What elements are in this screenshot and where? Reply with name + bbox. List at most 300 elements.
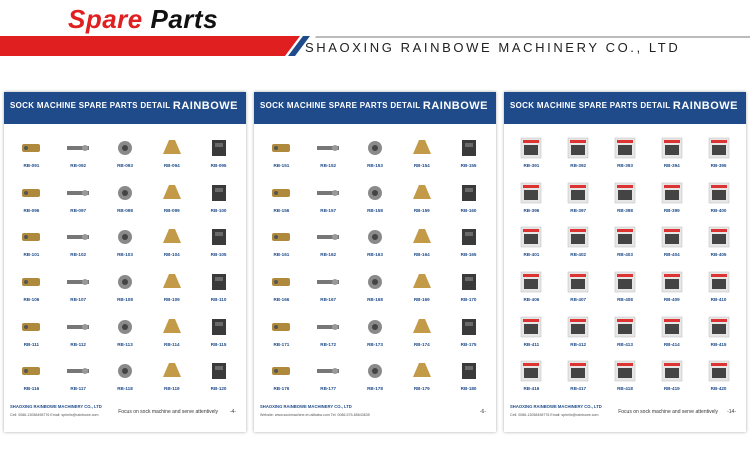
part-code: RB-111 bbox=[23, 341, 40, 347]
part-code: RB-397 bbox=[570, 207, 587, 213]
part-photo-icon bbox=[659, 181, 685, 205]
part-photo-icon bbox=[706, 181, 732, 205]
part-photo-icon bbox=[65, 181, 91, 205]
footer-company: SHAOXING RAINBOWE MACHINERY CO., LTD bbox=[260, 404, 352, 409]
part-item bbox=[8, 221, 55, 266]
part-item bbox=[102, 177, 149, 222]
part-item bbox=[508, 177, 555, 222]
part-photo-icon bbox=[362, 225, 388, 249]
part-item bbox=[602, 177, 649, 222]
part-item bbox=[305, 266, 352, 311]
page-number: -14- bbox=[727, 409, 736, 415]
part-code: RB-410 bbox=[710, 297, 727, 302]
part-item bbox=[352, 177, 399, 222]
part-code: RB-092 bbox=[70, 163, 87, 168]
part-item bbox=[148, 177, 195, 222]
part-photo-icon bbox=[518, 181, 544, 205]
brand-logo: RAINBOWE bbox=[172, 100, 238, 112]
part-item bbox=[195, 132, 242, 177]
part-photo-icon bbox=[268, 136, 294, 160]
part-item bbox=[55, 177, 102, 222]
part-photo-icon bbox=[206, 270, 232, 294]
part-code: RB-175 bbox=[460, 341, 477, 347]
part-code: RB-116 bbox=[23, 386, 40, 392]
footer-company: SHAOXING RAINBOWE MACHINERY CO., LTD bbox=[510, 404, 602, 409]
part-item bbox=[8, 355, 55, 400]
part-code: RB-417 bbox=[570, 386, 587, 392]
part-photo-icon bbox=[518, 136, 544, 160]
part-code: RB-106 bbox=[23, 297, 40, 302]
part-code: RB-114 bbox=[164, 341, 180, 347]
part-photo-icon bbox=[706, 136, 732, 160]
part-code: RB-177 bbox=[320, 386, 337, 392]
part-photo-icon bbox=[65, 136, 91, 160]
part-code: RB-112 bbox=[70, 341, 86, 347]
part-code: RB-420 bbox=[710, 386, 727, 392]
parts-grid bbox=[8, 132, 242, 400]
part-photo-icon bbox=[565, 315, 591, 339]
part-item bbox=[258, 177, 305, 222]
part-item bbox=[602, 221, 649, 266]
part-photo-icon bbox=[112, 270, 138, 294]
part-item bbox=[602, 132, 649, 177]
part-code: RB-419 bbox=[663, 386, 680, 392]
part-photo-icon bbox=[518, 315, 544, 339]
part-code: RB-118 bbox=[117, 386, 133, 392]
part-code: RB-103 bbox=[117, 252, 133, 258]
part-photo-icon bbox=[659, 136, 685, 160]
part-item bbox=[148, 221, 195, 266]
part-photo-icon bbox=[612, 136, 638, 160]
part-item bbox=[195, 266, 242, 311]
parts-grid bbox=[258, 132, 492, 400]
part-code: RB-156 bbox=[273, 207, 290, 213]
part-photo-icon bbox=[268, 225, 294, 249]
part-photo-icon bbox=[612, 181, 638, 205]
page-header bbox=[4, 92, 246, 124]
footer-slogan: Focus on sock machine and serve attentively bbox=[118, 409, 218, 415]
part-code: RB-119 bbox=[164, 386, 180, 392]
part-photo-icon bbox=[18, 225, 44, 249]
part-photo-icon bbox=[706, 225, 732, 249]
part-photo-icon bbox=[659, 225, 685, 249]
part-item bbox=[602, 355, 649, 400]
part-item bbox=[8, 132, 55, 177]
part-item bbox=[148, 355, 195, 400]
part-code: RB-161 bbox=[273, 252, 290, 258]
part-photo-icon bbox=[456, 181, 482, 205]
part-item bbox=[648, 311, 695, 356]
part-code: RB-117 bbox=[70, 386, 86, 392]
section-title bbox=[68, 4, 218, 35]
part-item bbox=[508, 221, 555, 266]
part-item bbox=[695, 132, 742, 177]
part-photo-icon bbox=[65, 225, 91, 249]
page-footer bbox=[260, 404, 490, 426]
part-item bbox=[445, 177, 492, 222]
part-code: RB-120 bbox=[210, 386, 227, 392]
part-item bbox=[602, 266, 649, 311]
part-item bbox=[555, 266, 602, 311]
part-item bbox=[352, 221, 399, 266]
part-code: RB-392 bbox=[570, 163, 587, 168]
part-code: RB-151 bbox=[273, 163, 290, 168]
page-title: SOCK MACHINE SPARE PARTS DETAIL bbox=[10, 101, 171, 110]
part-item bbox=[398, 177, 445, 222]
page-title: SOCK MACHINE SPARE PARTS DETAIL bbox=[510, 101, 671, 110]
part-code: RB-408 bbox=[617, 297, 633, 302]
part-code: RB-167 bbox=[320, 297, 337, 302]
part-photo-icon bbox=[18, 315, 44, 339]
part-item bbox=[195, 311, 242, 356]
part-item bbox=[305, 132, 352, 177]
page-title: SOCK MACHINE SPARE PARTS DETAIL bbox=[260, 101, 421, 110]
part-item bbox=[508, 311, 555, 356]
part-code: RB-099 bbox=[163, 207, 180, 213]
part-photo-icon bbox=[206, 315, 232, 339]
part-code: RB-402 bbox=[570, 252, 587, 258]
part-item bbox=[695, 266, 742, 311]
part-photo-icon bbox=[612, 225, 638, 249]
part-code: RB-096 bbox=[23, 207, 40, 213]
parts-grid bbox=[508, 132, 742, 400]
part-photo-icon bbox=[159, 359, 185, 383]
part-photo-icon bbox=[612, 315, 638, 339]
catalog-page-1 bbox=[4, 92, 246, 432]
part-photo-icon bbox=[456, 225, 482, 249]
part-code: RB-153 bbox=[367, 163, 383, 168]
part-photo-icon bbox=[112, 315, 138, 339]
part-code: RB-416 bbox=[523, 386, 540, 392]
part-photo-icon bbox=[518, 270, 544, 294]
part-item bbox=[352, 355, 399, 400]
part-photo-icon bbox=[315, 181, 341, 205]
part-photo-icon bbox=[565, 181, 591, 205]
part-code: RB-160 bbox=[460, 207, 477, 213]
company-name: SHAOXING RAINBOWE MACHINERY CO., LTD bbox=[305, 40, 681, 55]
title-word-red: Spare bbox=[68, 4, 143, 34]
part-item bbox=[695, 355, 742, 400]
part-photo-icon bbox=[659, 359, 685, 383]
part-code: RB-095 bbox=[210, 163, 227, 168]
part-code: RB-169 bbox=[413, 297, 430, 302]
part-code: RB-159 bbox=[413, 207, 430, 213]
part-item bbox=[648, 132, 695, 177]
catalog-page-2 bbox=[254, 92, 496, 432]
part-photo-icon bbox=[112, 225, 138, 249]
part-photo-icon bbox=[409, 315, 435, 339]
part-item bbox=[352, 311, 399, 356]
part-photo-icon bbox=[268, 181, 294, 205]
part-photo-icon bbox=[518, 225, 544, 249]
part-item bbox=[258, 355, 305, 400]
part-photo-icon bbox=[409, 181, 435, 205]
part-item bbox=[695, 311, 742, 356]
part-item bbox=[398, 355, 445, 400]
page-number: -6- bbox=[479, 409, 486, 415]
part-code: RB-110 bbox=[210, 297, 227, 302]
part-item bbox=[648, 355, 695, 400]
part-photo-icon bbox=[159, 136, 185, 160]
part-item bbox=[195, 221, 242, 266]
part-item bbox=[445, 132, 492, 177]
part-photo-icon bbox=[268, 359, 294, 383]
part-code: RB-399 bbox=[663, 207, 680, 213]
part-code: RB-407 bbox=[570, 297, 587, 302]
part-code: RB-176 bbox=[273, 386, 290, 392]
part-item bbox=[195, 177, 242, 222]
part-photo-icon bbox=[456, 270, 482, 294]
part-photo-icon bbox=[659, 270, 685, 294]
part-photo-icon bbox=[565, 359, 591, 383]
part-code: RB-405 bbox=[710, 252, 727, 258]
part-photo-icon bbox=[706, 359, 732, 383]
footer-contact: Website: www.sockmachine.en.alibaba.com Tel: 0086-575-85643635 bbox=[260, 413, 370, 417]
part-code: RB-398 bbox=[617, 207, 633, 213]
part-code: RB-100 bbox=[210, 207, 227, 213]
part-item bbox=[148, 311, 195, 356]
part-item bbox=[305, 177, 352, 222]
part-code: RB-180 bbox=[460, 386, 477, 392]
part-code: RB-391 bbox=[523, 163, 540, 168]
part-photo-icon bbox=[206, 225, 232, 249]
part-code: RB-404 bbox=[663, 252, 680, 258]
part-photo-icon bbox=[706, 270, 732, 294]
footer-slogan: Focus on sock machine and serve attentively bbox=[618, 409, 718, 415]
part-code: RB-403 bbox=[617, 252, 633, 258]
part-photo-icon bbox=[18, 181, 44, 205]
footer-contact: Cell: 0086-13058498776 Email: sphelix@rainbowe.com bbox=[10, 413, 99, 417]
page-number: -4- bbox=[229, 409, 236, 415]
page-footer bbox=[10, 404, 240, 426]
part-photo-icon bbox=[206, 359, 232, 383]
footer-contact: Cell: 0086-13058498776 Email: sphelix@rainbowe.com bbox=[510, 413, 599, 417]
part-photo-icon bbox=[206, 136, 232, 160]
part-photo-icon bbox=[362, 315, 388, 339]
part-photo-icon bbox=[112, 359, 138, 383]
part-item bbox=[695, 221, 742, 266]
part-item bbox=[648, 221, 695, 266]
part-item bbox=[508, 132, 555, 177]
part-code: RB-178 bbox=[367, 386, 383, 392]
part-item bbox=[258, 132, 305, 177]
part-photo-icon bbox=[409, 270, 435, 294]
part-item bbox=[195, 355, 242, 400]
part-code: RB-091 bbox=[23, 163, 40, 168]
part-code: RB-170 bbox=[460, 297, 477, 302]
part-photo-icon bbox=[159, 225, 185, 249]
part-photo-icon bbox=[565, 136, 591, 160]
part-code: RB-157 bbox=[320, 207, 337, 213]
part-code: RB-094 bbox=[163, 163, 180, 168]
footer-company: SHAOXING RAINBOWE MACHINERY CO., LTD bbox=[10, 404, 102, 409]
part-photo-icon bbox=[409, 359, 435, 383]
part-photo-icon bbox=[456, 315, 482, 339]
part-photo-icon bbox=[362, 270, 388, 294]
part-photo-icon bbox=[315, 270, 341, 294]
part-item bbox=[555, 355, 602, 400]
part-item bbox=[555, 177, 602, 222]
part-code: RB-401 bbox=[523, 252, 540, 258]
part-code: RB-155 bbox=[460, 163, 477, 168]
part-code: RB-415 bbox=[710, 341, 727, 347]
part-photo-icon bbox=[112, 136, 138, 160]
part-code: RB-101 bbox=[23, 252, 40, 258]
part-code: RB-171 bbox=[273, 341, 290, 347]
part-item bbox=[8, 266, 55, 311]
part-item bbox=[102, 132, 149, 177]
part-code: RB-107 bbox=[70, 297, 87, 302]
part-photo-icon bbox=[362, 136, 388, 160]
part-item bbox=[445, 221, 492, 266]
part-photo-icon bbox=[409, 136, 435, 160]
part-photo-icon bbox=[159, 315, 185, 339]
part-item bbox=[55, 266, 102, 311]
part-code: RB-406 bbox=[523, 297, 540, 302]
part-item bbox=[602, 311, 649, 356]
part-photo-icon bbox=[65, 315, 91, 339]
part-code: RB-113 bbox=[117, 341, 133, 347]
part-item bbox=[398, 266, 445, 311]
part-code: RB-179 bbox=[413, 386, 430, 392]
part-code: RB-158 bbox=[367, 207, 383, 213]
part-item bbox=[398, 132, 445, 177]
part-code: RB-162 bbox=[320, 252, 337, 258]
part-item bbox=[8, 311, 55, 356]
part-code: RB-409 bbox=[663, 297, 680, 302]
part-code: RB-394 bbox=[663, 163, 680, 168]
part-item bbox=[102, 221, 149, 266]
part-code: RB-400 bbox=[710, 207, 727, 213]
part-photo-icon bbox=[268, 315, 294, 339]
part-code: RB-172 bbox=[320, 341, 337, 347]
part-item bbox=[508, 355, 555, 400]
part-code: RB-411 bbox=[523, 341, 540, 347]
part-code: RB-115 bbox=[210, 341, 227, 347]
part-photo-icon bbox=[315, 359, 341, 383]
part-code: RB-412 bbox=[570, 341, 587, 347]
part-item bbox=[508, 266, 555, 311]
part-code: RB-152 bbox=[320, 163, 337, 168]
part-item bbox=[648, 266, 695, 311]
part-item bbox=[102, 355, 149, 400]
part-code: RB-165 bbox=[460, 252, 477, 258]
part-item bbox=[398, 311, 445, 356]
part-photo-icon bbox=[315, 136, 341, 160]
part-item bbox=[102, 311, 149, 356]
part-code: RB-168 bbox=[367, 297, 383, 302]
page-header bbox=[504, 92, 746, 124]
part-item bbox=[555, 311, 602, 356]
part-photo-icon bbox=[65, 270, 91, 294]
page-header bbox=[254, 92, 496, 124]
part-item bbox=[258, 221, 305, 266]
part-photo-icon bbox=[362, 359, 388, 383]
part-code: RB-104 bbox=[163, 252, 180, 258]
part-item bbox=[148, 132, 195, 177]
part-code: RB-108 bbox=[117, 297, 133, 302]
part-code: RB-413 bbox=[617, 341, 633, 347]
part-code: RB-418 bbox=[617, 386, 633, 392]
title-word-black: Parts bbox=[150, 4, 219, 34]
part-code: RB-097 bbox=[70, 207, 87, 213]
part-code: RB-093 bbox=[117, 163, 133, 168]
part-code: RB-102 bbox=[70, 252, 87, 258]
part-code: RB-396 bbox=[523, 207, 540, 213]
part-item bbox=[352, 132, 399, 177]
part-item bbox=[55, 311, 102, 356]
part-photo-icon bbox=[18, 136, 44, 160]
part-photo-icon bbox=[409, 225, 435, 249]
page-footer bbox=[510, 404, 740, 426]
part-photo-icon bbox=[18, 359, 44, 383]
part-item bbox=[445, 355, 492, 400]
part-photo-icon bbox=[659, 315, 685, 339]
part-photo-icon bbox=[612, 270, 638, 294]
part-item bbox=[352, 266, 399, 311]
part-photo-icon bbox=[159, 181, 185, 205]
part-photo-icon bbox=[315, 225, 341, 249]
part-photo-icon bbox=[112, 181, 138, 205]
part-photo-icon bbox=[159, 270, 185, 294]
part-item bbox=[305, 221, 352, 266]
part-item bbox=[55, 355, 102, 400]
part-photo-icon bbox=[268, 270, 294, 294]
part-item bbox=[305, 355, 352, 400]
part-code: RB-174 bbox=[413, 341, 430, 347]
part-photo-icon bbox=[565, 225, 591, 249]
part-photo-icon bbox=[362, 181, 388, 205]
part-photo-icon bbox=[518, 359, 544, 383]
part-item bbox=[555, 221, 602, 266]
part-photo-icon bbox=[565, 270, 591, 294]
brand-logo: RAINBOWE bbox=[422, 100, 488, 112]
part-item bbox=[258, 311, 305, 356]
part-item bbox=[8, 177, 55, 222]
part-photo-icon bbox=[456, 359, 482, 383]
part-item bbox=[695, 177, 742, 222]
part-code: RB-105 bbox=[210, 252, 227, 258]
part-photo-icon bbox=[315, 315, 341, 339]
part-item bbox=[55, 132, 102, 177]
part-code: RB-109 bbox=[163, 297, 180, 302]
part-photo-icon bbox=[18, 270, 44, 294]
part-code: RB-166 bbox=[273, 297, 290, 302]
part-item bbox=[55, 221, 102, 266]
part-code: RB-098 bbox=[117, 207, 133, 213]
part-item bbox=[398, 221, 445, 266]
part-code: RB-173 bbox=[367, 341, 383, 347]
part-item bbox=[148, 266, 195, 311]
part-item bbox=[102, 266, 149, 311]
part-photo-icon bbox=[456, 136, 482, 160]
part-item bbox=[305, 311, 352, 356]
part-item bbox=[555, 132, 602, 177]
part-item bbox=[258, 266, 305, 311]
part-code: RB-414 bbox=[663, 341, 680, 347]
part-photo-icon bbox=[706, 315, 732, 339]
part-photo-icon bbox=[612, 359, 638, 383]
catalog-page-3 bbox=[504, 92, 746, 432]
brand-logo: RAINBOWE bbox=[672, 100, 738, 112]
part-photo-icon bbox=[65, 359, 91, 383]
part-photo-icon bbox=[206, 181, 232, 205]
part-code: RB-395 bbox=[710, 163, 727, 168]
part-item bbox=[445, 311, 492, 356]
part-code: RB-164 bbox=[413, 252, 430, 258]
part-item bbox=[445, 266, 492, 311]
part-code: RB-393 bbox=[617, 163, 633, 168]
